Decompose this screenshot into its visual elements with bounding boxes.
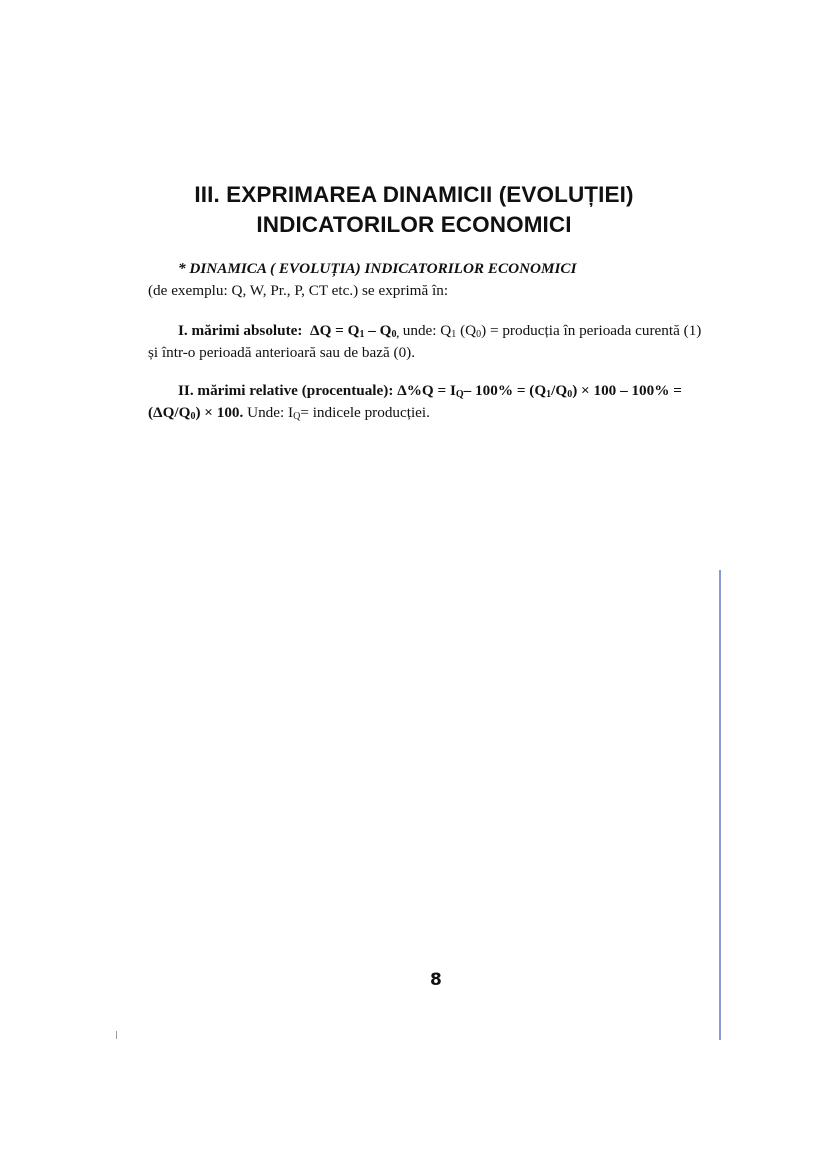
section2-formula: II. mărimi relative (procentuale): $\Delta\%Q = I_Q-$ $100\% = (Q_1/Q_0) \times 100 - 100\% = (\Delta Q/Q_0) \times 100$. xyxy=(148,382,682,422)
section1-label: I. mărimi absolute: xyxy=(178,322,303,339)
section-relative: II. mărimi relative (procentuale): $\Delta\%Q = I_Q-$ $100\% = (Q_1/Q_0) \times 100 - 100\% = (\Delta Q/Q_0) \times 100$. Unde: $I_Q=$ indicele producției. xyxy=(148,382,682,422)
section-absolute: I. mărimi absolute: $\Delta Q = Q_1 - Q_{0,}$ unde: $Q_1$ $(Q_0)$ = producția în perioada curentă (1) și într-o perioadă anterioară sau de bază (0). xyxy=(148,322,702,361)
chapter-title-line-1: III. EXPRIMAREA DINAMICII (EVOLUȚIEI) xyxy=(194,182,634,207)
scan-edge-line xyxy=(719,570,721,1040)
page-number: 8 xyxy=(430,970,442,990)
scan-mark xyxy=(116,1031,117,1039)
formula: $\Delta Q = Q_1 - Q_{0,}$ xyxy=(310,322,399,340)
intro-paragraph xyxy=(148,258,714,302)
text: unde: Q xyxy=(398,322,452,339)
intro-heading: * DINAMICA ( EVOLUȚIA) INDICATORILOR ECONOMICI xyxy=(178,260,577,277)
chapter-title-line-2: INDICATORILOR ECONOMICI xyxy=(256,212,572,237)
intro-text: (de exemplu: Q, W, Pr., P, CT etc.) se exprimă în: xyxy=(148,282,449,299)
text: Unde: I xyxy=(243,404,294,421)
